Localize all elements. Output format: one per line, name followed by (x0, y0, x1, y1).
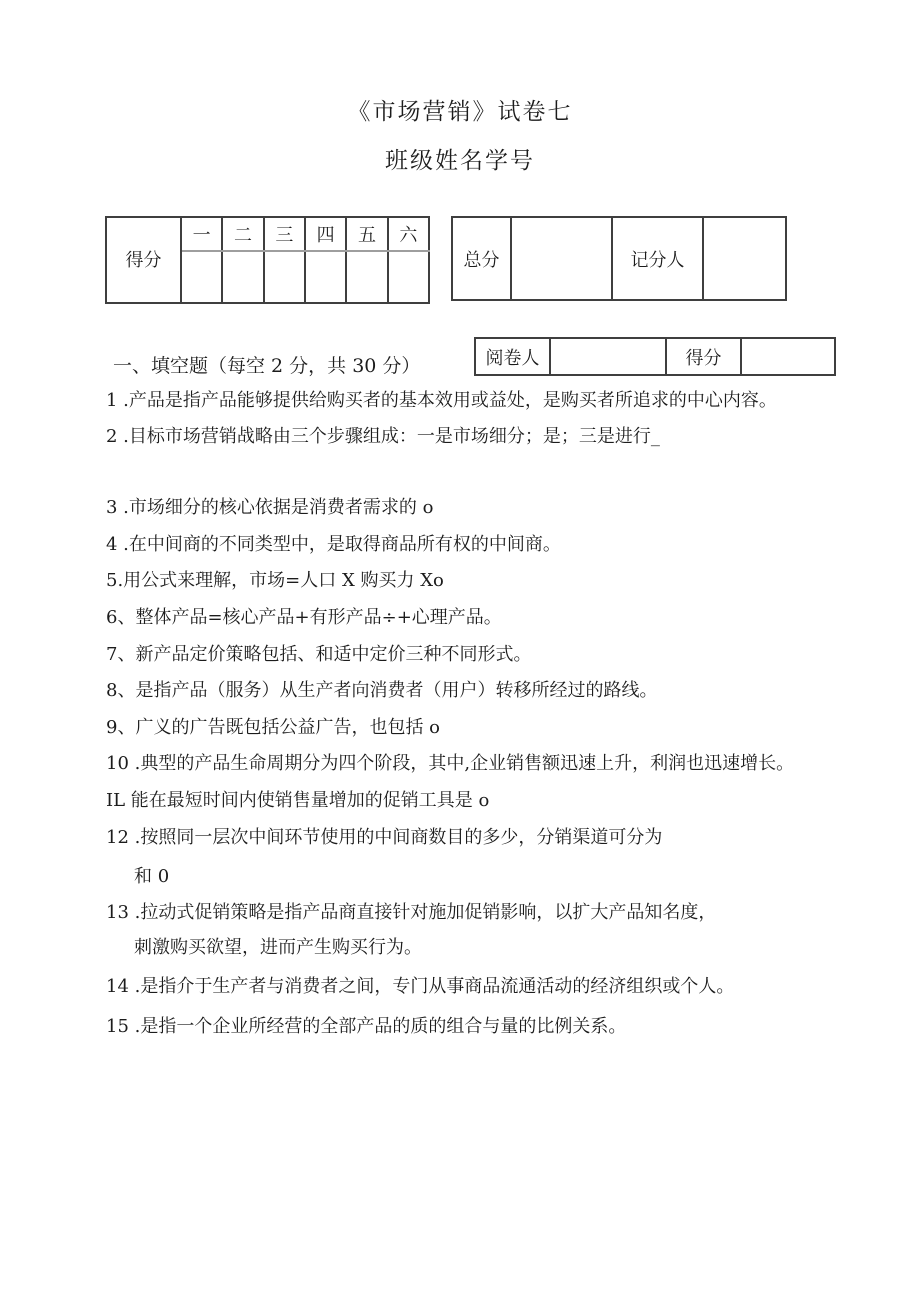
question-12: 12 .按照同一层次中间环节使用的中间商数目的多少，分销渠道可分为 (106, 827, 663, 848)
score-cell-2 (222, 251, 263, 303)
question-4: 4 .在中间商的不同类型中，是取得商品所有权的中间商。 (106, 534, 561, 555)
recorder-label: 记分人 (612, 217, 703, 300)
class-name-number-line: 班级姓名学号 (385, 148, 535, 174)
score-col-6: 六 (388, 217, 429, 251)
question-14: 14 .是指介于生产者与消费者之间，专门从事商品流通活动的经济组织或个人。 (106, 976, 735, 997)
question-12-continuation: 和 0 (134, 866, 170, 887)
question-5: 5.用公式来理解，市场=人口 X 购买力 Xo (106, 570, 444, 591)
question-9: 9、广义的广告既包括公益广告，也包括 o (106, 717, 441, 738)
recorder-cell (703, 217, 786, 300)
question-7: 7、新产品定价策略包括、和适中定价三种不同形式。 (106, 644, 532, 665)
score-col-1: 一 (181, 217, 222, 251)
score-cell-1 (181, 251, 222, 303)
total-score-cell (511, 217, 612, 300)
question-13: 13 .拉动式促销策略是指产品商直接针对施加促销影响，以扩大产品知名度， (106, 902, 717, 923)
question-11: IL 能在最短时间内使销售量增加的促销工具是 o (106, 790, 490, 811)
grader-label: 阅卷人 (475, 338, 550, 375)
question-13-continuation: 刺激购买欲望，进而产生购买行为。 (134, 937, 422, 958)
grader-score-table (474, 337, 836, 376)
question-2: 2 .目标市场营销战略由三个步骤组成：一是市场细分；是；三是进行_ (106, 426, 660, 447)
score-col-3: 三 (264, 217, 305, 251)
score-col-4: 四 (305, 217, 346, 251)
score-cell-4 (305, 251, 346, 303)
grader-score-cell (741, 338, 835, 375)
total-score-label: 总分 (452, 217, 511, 300)
total-score-table (451, 216, 787, 301)
question-6: 6、整体产品=核心产品+有形产品÷+心理产品。 (106, 607, 502, 628)
grader-cell (550, 338, 666, 375)
question-8: 8、是指产品（服务）从生产者向消费者（用户）转移所经过的路线。 (106, 680, 658, 701)
question-10: 10 .典型的产品生命周期分为四个阶段，其中,企业销售额迅速上升，利润也迅速增长。 (106, 753, 795, 774)
score-cell-5 (346, 251, 387, 303)
score-cell-6 (388, 251, 429, 303)
score-col-5: 五 (346, 217, 387, 251)
grader-score-label: 得分 (666, 338, 741, 375)
score-cell-3 (264, 251, 305, 303)
question-1: 1 .产品是指产品能够提供给购买者的基本效用或益处，是购买者所追求的中心内容。 (106, 390, 777, 411)
section-score-table (105, 216, 430, 304)
question-3: 3 .市场细分的核心依据是消费者需求的 o (106, 497, 434, 518)
page-title: 《市场营销》试卷七 (347, 99, 573, 125)
score-col-2: 二 (222, 217, 263, 251)
question-15: 15 .是指一个企业所经营的全部产品的质的组合与量的比例关系。 (106, 1016, 627, 1037)
score-row-label: 得分 (106, 217, 181, 303)
section-1-heading: 一、填空题（每空 2 分，共 30 分） (113, 355, 421, 377)
